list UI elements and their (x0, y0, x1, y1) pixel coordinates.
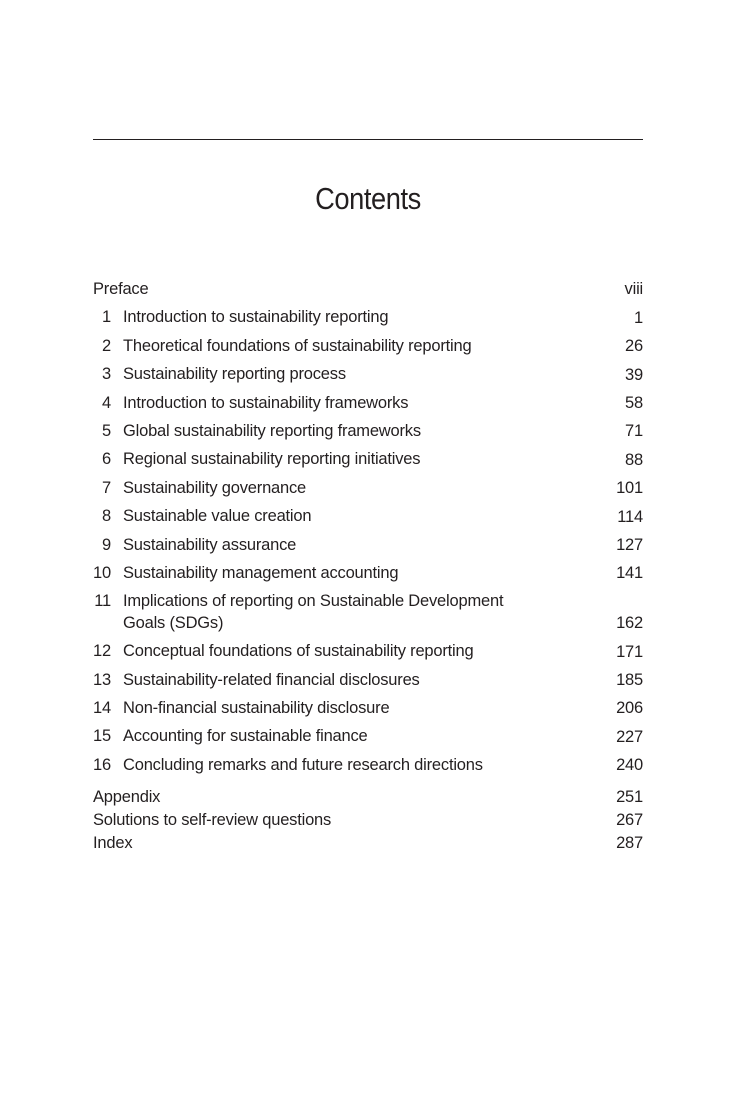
chapter-title: Sustainable value creation (123, 507, 312, 526)
toc-entry-chapter[interactable] (93, 335, 643, 363)
toc-entry-chapter[interactable] (93, 640, 643, 668)
chapter-page: 171 (616, 642, 643, 661)
chapter-number: 9 (102, 535, 111, 554)
chapter-title: Theoretical foundations of sustainability reporting (123, 336, 472, 355)
chapter-number: 7 (102, 478, 111, 497)
chapter-title: Accounting for sustainable finance (123, 727, 368, 746)
chapter-title: Introduction to sustainability reporting (123, 308, 389, 327)
toc-entry-chapter[interactable] (93, 505, 643, 533)
chapter-number: 15 (93, 727, 111, 746)
chapter-number: 6 (102, 450, 111, 469)
chapter-page: 240 (616, 756, 643, 775)
chapter-page: 1 (634, 308, 643, 327)
chapter-page: 101 (616, 479, 643, 498)
toc-entry-label: Appendix (93, 788, 161, 807)
chapter-page: 114 (617, 507, 643, 526)
toc-entry-chapter[interactable] (93, 590, 643, 640)
chapter-number: 4 (102, 393, 111, 412)
chapter-title: Sustainability management accounting (123, 563, 399, 582)
chapter-number: 16 (93, 755, 111, 774)
toc-entry-chapter[interactable] (93, 363, 643, 391)
toc-entry-label: Preface (93, 280, 149, 298)
toc-entry-chapter[interactable] (93, 754, 643, 782)
toc-entry-solutions[interactable] (93, 809, 643, 832)
chapter-page: 26 (625, 337, 643, 356)
toc-entry-preface[interactable] (93, 278, 643, 306)
chapter-page: 71 (625, 422, 643, 441)
toc-entry-chapter[interactable] (93, 477, 643, 505)
chapter-title: Implications of reporting on Sustainable Development Goals (SDGs) (123, 592, 504, 633)
toc-entry-page: 251 (616, 788, 643, 807)
toc-entry-appendix[interactable] (93, 786, 643, 809)
chapter-page: 206 (616, 699, 643, 718)
chapter-title: Sustainability reporting process (123, 365, 346, 384)
toc-entry-page: 287 (616, 834, 643, 853)
toc-entry-page: viii (624, 280, 643, 298)
toc-entry-chapter[interactable] (93, 420, 643, 448)
chapter-page: 39 (625, 365, 643, 384)
chapter-number: 13 (93, 670, 111, 689)
chapter-title: Non-financial sustainability disclosure (123, 699, 390, 718)
chapter-page: 88 (625, 450, 643, 469)
toc-entry-chapter[interactable] (93, 448, 643, 476)
toc-entry-chapter[interactable] (93, 306, 643, 334)
chapter-number: 14 (93, 699, 111, 718)
chapter-title: Concluding remarks and future research directions (123, 755, 483, 774)
chapter-number: 10 (93, 563, 111, 582)
toc-entry-chapter[interactable] (93, 392, 643, 420)
chapter-page: 141 (616, 564, 643, 583)
chapter-page: 162 (616, 614, 643, 633)
chapter-number: 12 (93, 642, 111, 661)
chapter-page: 127 (616, 535, 643, 554)
toc-entry-index[interactable] (93, 832, 643, 855)
toc-entry-chapter[interactable] (93, 534, 643, 562)
chapter-page: 227 (616, 727, 643, 746)
chapter-number: 8 (102, 507, 111, 526)
toc-entry-chapter[interactable] (93, 669, 643, 697)
chapter-title: Regional sustainability reporting initiatives (123, 450, 421, 469)
chapter-page: 185 (616, 671, 643, 690)
chapter-page: 58 (625, 393, 643, 412)
chapter-title: Sustainability assurance (123, 535, 297, 554)
toc-entry-page: 267 (616, 811, 643, 830)
toc-entry-chapter[interactable] (93, 562, 643, 590)
chapter-title: Conceptual foundations of sustainability reporting (123, 642, 474, 661)
chapter-number: 11 (94, 592, 111, 611)
toc-entry-chapter[interactable] (93, 725, 643, 753)
chapter-number: 5 (102, 421, 111, 440)
chapter-number: 1 (102, 308, 111, 327)
chapter-title: Global sustainability reporting frameworks (123, 421, 421, 440)
table-of-contents (93, 278, 643, 855)
chapter-number: 2 (102, 336, 111, 355)
chapter-title: Sustainability governance (123, 478, 307, 497)
chapter-title: Sustainability-related financial disclosures (123, 670, 420, 689)
chapter-title: Introduction to sustainability frameworks (123, 393, 409, 412)
toc-entry-label: Index (93, 834, 133, 853)
toc-entry-chapter[interactable] (93, 697, 643, 725)
page-title: Contents (315, 180, 421, 216)
chapter-number: 3 (102, 365, 111, 384)
header-rule (93, 139, 643, 140)
toc-entry-label: Solutions to self-review questions (93, 811, 332, 830)
